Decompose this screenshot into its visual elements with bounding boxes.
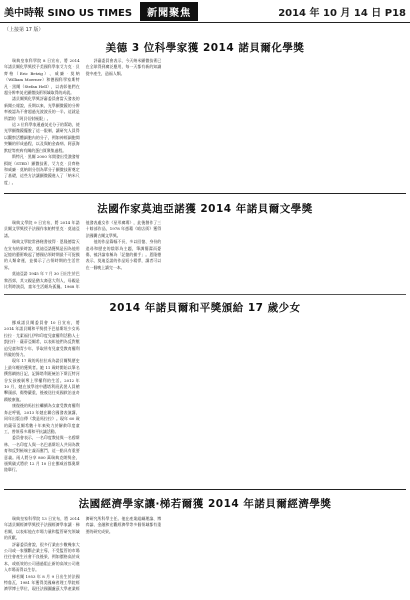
paragraph: 康復後的馬拉拉繼續為女童受教育權利奔走呼號，2013 年她在聯合國發表演講，同年出版自傳《我是馬拉拉》。現年 60 歲的薩蒂亞爾希數十年來致力於解救印度童工，曾領導多場和平抗議活動。 bbox=[4, 403, 80, 434]
paragraph: 諾貝爾獎化學獎評審委員會當天發表的新聞公報說，長期以來，光學顯微鏡的分辨率被認為不會超過光波波長的一半。這就是所謂的「阿貝衍射極限」。 bbox=[4, 96, 80, 121]
article-body-literature bbox=[4, 220, 406, 292]
paragraph: 這 3 位科學家通過熒光分子的幫助，使光學顯微鏡擺脫了這一限制，讓研究人員得以觀察活體細胞內的分子，例如神經細胞間突觸的形成過程，以及與帕金森病、阿茲海默症等疾病有關的蛋白質聚集過程。 bbox=[4, 122, 80, 153]
paragraph: 他的作品篇幅不長，多以回憶、身份的追尋和歷史的陰影為主題，筆調簡潔而憂傷，被評論家稱為「記憶的捕手」。恩隆德表示，莫迪亞諾的作品短小精悍，讀者可以在一個晚上讀完一本。 bbox=[85, 239, 162, 270]
paragraph: 斯特凡‧黑爾 2000 年開發出受激發射損耗（STED）顯微技術，艾力克‧貝齊格和威廉‧莫納則分別為單分子顯微技術奠定了基礎，這些方法讓顯微鏡進入了「納米尺度」。 bbox=[4, 154, 80, 185]
masthead bbox=[0, 0, 410, 23]
issue-date-page: 2014 年 10 月 14 日 P18 bbox=[278, 7, 406, 19]
article-body-peace bbox=[4, 320, 406, 486]
paragraph: 評審委員會說，很多行業由少數幾家大公司或一家壟斷企業主導，不受監管的市場往往會產生社會不良後果，例如價格高於成本，或低效的公司通過阻止新的高效公司進入市場而得以生存。 bbox=[4, 541, 80, 573]
section-label: 新聞聚焦 bbox=[140, 2, 198, 21]
paragraph: 瑞典皇家科學院 8 日宣布，將 2014 年諾貝爾化學獎授予美國科學家艾力克‧貝齊格（Eric Betzig）、威廉‧莫納（William Moerner）和德國科學家斯特凡‧黑爾（Stefan Hell），以表彰他們在超分辨率熒光顯微技術領域取得的成就。 bbox=[4, 58, 80, 96]
paragraph: 莫迪亞諾 1945 年 7 月 30 日出生於巴黎西郊，其父親是猶太裔意大利人，母親是比利時演員，童年生活頗為孤獨。1968 年他發表處女作《星形廣場》，此後創作了三十餘部作品，1978 年憑藉《暗店街》獲得法國龔古爾文學獎。 bbox=[4, 220, 162, 290]
paragraph: 瑞典文學院常務秘書彼得‧恩隆德當天在宣布結果時說，莫迪亞諾獲獎是因為他用記憶的藝術喚起了德國佔領時期最不可捉摸的人類命運，並揭示了占領時期的生活世界。 bbox=[4, 239, 80, 270]
headline-peace-prize: 2014 年諾貝爾和平獎頒給 17 歲少女 bbox=[109, 302, 301, 314]
paragraph: 瑞典皇家科學院 13 日宣布，將 2014 年諾貝爾經濟學獎授予法國經濟學家讓‧梯若爾，以表彰他在市場力量和監管研究領域的貢獻。 bbox=[4, 516, 80, 541]
section-divider bbox=[4, 193, 406, 194]
headline-literature-prize: 法國作家莫迪亞諾獲 2014 年諾貝爾文學獎 bbox=[97, 203, 313, 215]
headline-chemistry-prize: 美德 3 位科學家獲 2014 諾貝爾化學獎 bbox=[105, 42, 305, 54]
paragraph: 委員會表示，一名印度教徒與一名穆斯林、一名印度人與一名巴基斯坦人共同為教育和反對極端主義而奮鬥，這一點具有重要意義。兩人將分享 800 萬瑞典克朗獎金，頒獎儀式將於 12 月 10 日在挪威首都奧斯陸舉行。 bbox=[4, 435, 80, 473]
paragraph: 現年 17 歲的馬拉拉成為諾貝爾獎歷史上最年輕的獲獎者。她 11 歲時開始以筆名撰寫網絡日記，記錄塔利班統治下斯瓦特河谷女孩被剝奪上學權利的生活。2012 年 10 月，她在放學途中遭塔利班武裝人員槍擊頭部，傷勢嚴重，後被送往英國救治並奇蹟般康復。 bbox=[4, 358, 80, 402]
paragraph: 挪威諾貝爾委員會 10 日宣布，將 2014 年諾貝爾和平獎授予巴基斯坦少女馬拉拉‧尤素福扎伊和印度兒童權利活動人士凱拉什‧薩蒂亞爾希，以表彰他們為反對壓迫兒童和青少年、爭取所有兒童受教育權利所做的努力。 bbox=[4, 320, 80, 358]
section-divider bbox=[4, 294, 406, 295]
paragraph: 瑞典文學院 9 日宣布，將 2014 年諾貝爾文學獎授予法國作家帕特里克‧莫迪亞諾。 bbox=[4, 220, 80, 238]
paragraph: 梯若爾 1953 年 8 月 9 日出生於法國特魯瓦，1981 年獲得美國麻省理工學院經濟學博士學位，現任法國圖盧茲大學產業經濟研究所科學主任。他在產業組織理論、博弈論、金融和宏觀經濟學等多個領域都有重要的研究成果。 bbox=[4, 516, 162, 592]
article-body-economics bbox=[4, 516, 406, 596]
headline-economics-prize: 法國經濟學家讓‧梯若爾獲 2014 年諾貝爾經濟學獎 bbox=[78, 498, 332, 510]
newspaper-name: 美中時報 SINO US TIMES bbox=[4, 7, 133, 19]
paragraph: 評審委員會表示，今天納米顯微技術已在全球得到廣泛應用，每一天都有新的知識從中產生，造福人類。 bbox=[85, 58, 162, 76]
article-body-chemistry bbox=[4, 58, 406, 190]
continued-from-tag: （上接第 17 版） bbox=[4, 27, 44, 33]
section-divider bbox=[4, 489, 406, 490]
